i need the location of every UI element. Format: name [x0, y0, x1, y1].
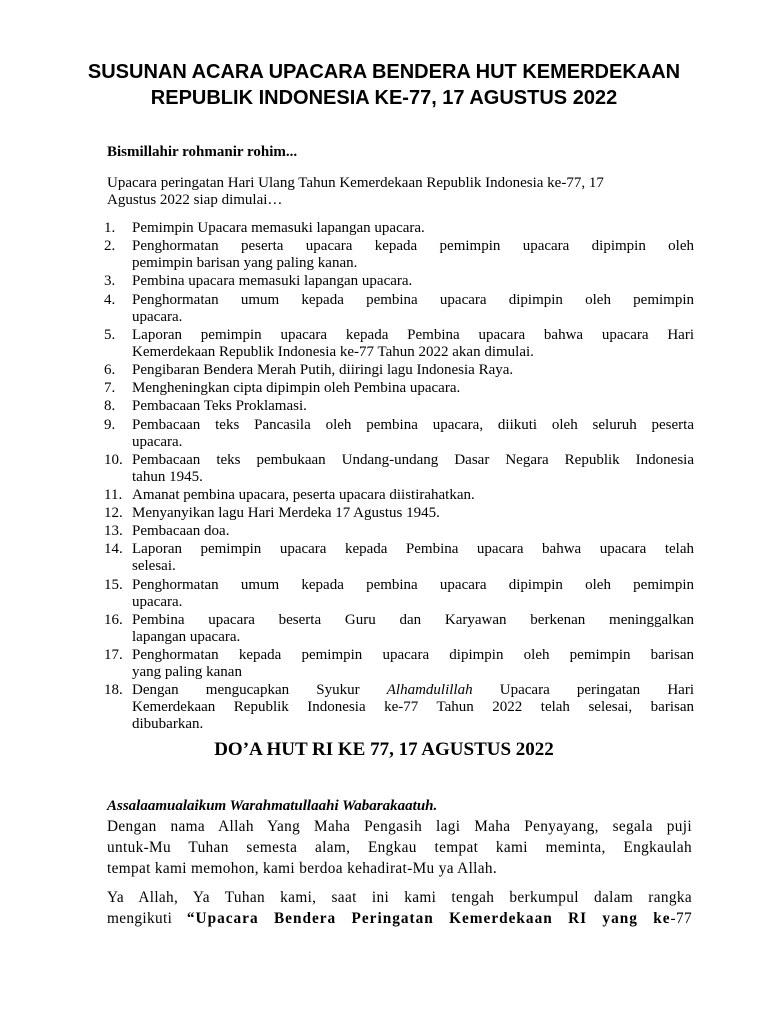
intro-line: Upacara peringatan Hari Ulang Tahun Kemerdekaan Republik Indonesia ke-77, 17 — [107, 175, 604, 191]
agenda-item-number: 5. — [104, 326, 116, 343]
agenda-item-text: Pemimpin Upacara memasuki lapangan upacara. — [132, 220, 425, 236]
agenda-item-text: Laporan pemimpin upacara kepada Pembina upacara bahwa upacara Hari — [132, 326, 694, 343]
agenda-item-text: Penghormatan umum kepada pembina upacara dipimpin oleh pemimpin — [132, 291, 694, 308]
agenda-item-text: selesai. — [132, 558, 176, 575]
intro-paragraph — [107, 175, 692, 209]
agenda-item-text: Pembacaan teks pembukaan Undang-undang Dasar Negara Republik Indonesia — [132, 451, 694, 468]
prayer-line: Dengan nama Allah Yang Maha Pengasih lagi Maha Penyayang, segala puji — [107, 818, 692, 835]
agenda-item-text: upacara. — [132, 593, 183, 610]
agenda-item — [104, 380, 694, 397]
agenda-item-text: pemimpin barisan yang paling kanan. — [132, 255, 358, 272]
agenda-item — [104, 398, 694, 415]
agenda-item — [104, 292, 694, 326]
agenda-item-text: upacara. — [132, 433, 183, 450]
agenda-item — [104, 612, 694, 646]
agenda-item — [104, 238, 694, 272]
agenda-item-number: 18. — [104, 682, 123, 699]
agenda-item-text: Pembacaan Teks Proklamasi. — [132, 398, 307, 415]
opening-greeting: Bismillahir rohmanir rohim... — [107, 144, 298, 160]
agenda-item — [104, 647, 694, 681]
agenda-item — [104, 541, 694, 575]
prayer-title: DO’A HUT RI KE 77, 17 AGUSTUS 2022 — [214, 739, 554, 760]
agenda-item — [104, 417, 694, 451]
agenda-item-number: 13. — [104, 523, 123, 540]
agenda-item-text: Menyanyikan lagu Hari Merdeka 17 Agustus 1945. — [132, 505, 440, 522]
agenda-item-number: 14. — [104, 541, 123, 558]
prayer-line: untuk-Mu Tuhan semesta alam, Engkau tempat kami meminta, Engkaulah — [107, 839, 692, 856]
agenda-item-number: 9. — [104, 416, 116, 433]
prayer-salutation: Assalaamualaikum Warahmatullaahi Wabarakaatuh. — [107, 798, 438, 814]
agenda-item-text: yang paling kanan — [132, 664, 242, 680]
agenda-item — [104, 505, 694, 522]
agenda-item — [104, 487, 694, 504]
agenda-item-number: 16. — [104, 611, 123, 628]
agenda-item-number: 2. — [104, 238, 116, 255]
agenda-item-text: Pembacaan doa. — [132, 523, 230, 540]
document-title-line-1: SUSUNAN ACARA UPACARA BENDERA HUT KEMERDEKAAN — [87, 61, 681, 83]
agenda-item — [104, 523, 694, 540]
agenda-item — [104, 682, 694, 733]
agenda-item — [104, 452, 694, 486]
agenda-item-text: Mengheningkan cipta dipimpin oleh Pembina upacara. — [132, 380, 461, 397]
prayer-paragraph-1 — [107, 816, 692, 879]
prayer-paragraph-2 — [107, 887, 692, 929]
agenda-item-number: 1. — [104, 220, 116, 236]
agenda-item — [104, 327, 694, 361]
agenda-item-text: Laporan pemimpin upacara kepada Pembina upacara bahwa upacara telah — [132, 541, 694, 558]
agenda-item-number: 15. — [104, 576, 123, 593]
agenda-item-number: 10. — [104, 451, 123, 468]
agenda-item-number: 11. — [104, 486, 123, 503]
prayer-text: -77 — [670, 910, 692, 927]
agenda-item-text: Pembina upacara beserta Guru dan Karyawan berkenan meninggalkan — [132, 611, 694, 628]
prayer-text: mengikuti — [107, 910, 173, 927]
prayer-line — [107, 908, 692, 929]
agenda-list — [104, 220, 694, 734]
agenda-item-text: Pengibaran Bendera Merah Putih, diiringi lagu Indonesia Raya. — [132, 361, 514, 378]
agenda-item-text: Penghormatan peserta upacara kepada pemimpin upacara dipimpin oleh — [132, 238, 694, 255]
agenda-item-text: Amanat pembina upacara, peserta upacara diistirahatkan. — [132, 486, 475, 503]
prayer-line: Ya Allah, Ya Tuhan kami, saat ini kami tengah berkumpul dalam rangka — [107, 889, 692, 906]
agenda-item-text: Penghormatan kepada pemimpin upacara dipimpin oleh pemimpin barisan — [132, 647, 694, 663]
agenda-item-number: 17. — [104, 647, 123, 663]
document-title-line-2: REPUBLIK INDONESIA KE-77, 17 AGUSTUS 2022 — [150, 87, 618, 109]
agenda-item-number: 12. — [104, 505, 123, 522]
intro-line: Agustus 2022 siap dimulai… — [107, 192, 283, 208]
agenda-item — [104, 577, 694, 611]
agenda-item-text: upacara. — [132, 308, 183, 325]
agenda-item-number: 6. — [104, 361, 116, 378]
agenda-item-text: Upacara peringatan Hari — [499, 682, 694, 699]
agenda-item-text-line — [132, 682, 694, 699]
agenda-item-number: 8. — [104, 398, 116, 415]
italic-word: Alhamdulillah — [386, 682, 473, 699]
agenda-item-text: Kemerdekaan Republik Indonesia ke-77 Tahun 2022 akan dimulai. — [132, 343, 534, 360]
agenda-item-text: Kemerdekaan Republik Indonesia ke-77 Tahun 2022 telah selesai, barisan — [132, 699, 694, 716]
agenda-item-text: Dengan mengucapkan Syukur — [132, 682, 360, 699]
agenda-item — [104, 362, 694, 379]
agenda-item-text: tahun 1945. — [132, 468, 203, 485]
agenda-item-text: lapangan upacara. — [132, 628, 241, 645]
agenda-item — [104, 273, 694, 290]
agenda-item-text: Penghormatan umum kepada pembina upacara dipimpin oleh pemimpin — [132, 576, 694, 593]
agenda-item-number: 7. — [104, 380, 116, 397]
agenda-item — [104, 220, 694, 237]
prayer-line: tempat kami memohon, kami berdoa kehadirat-Mu ya Allah. — [107, 860, 498, 877]
agenda-item-number: 3. — [104, 273, 116, 290]
agenda-item-number: 4. — [104, 291, 116, 308]
agenda-item-text: dibubarkan. — [132, 716, 204, 733]
prayer-bold-text: “Upacara Bendera Peringatan Kemerdekaan RI yang ke — [186, 910, 671, 927]
agenda-item-text: Pembacaan teks Pancasila oleh pembina upacara, diikuti oleh seluruh peserta — [132, 416, 694, 433]
agenda-item-text: Pembina upacara memasuki lapangan upacara. — [132, 273, 413, 290]
